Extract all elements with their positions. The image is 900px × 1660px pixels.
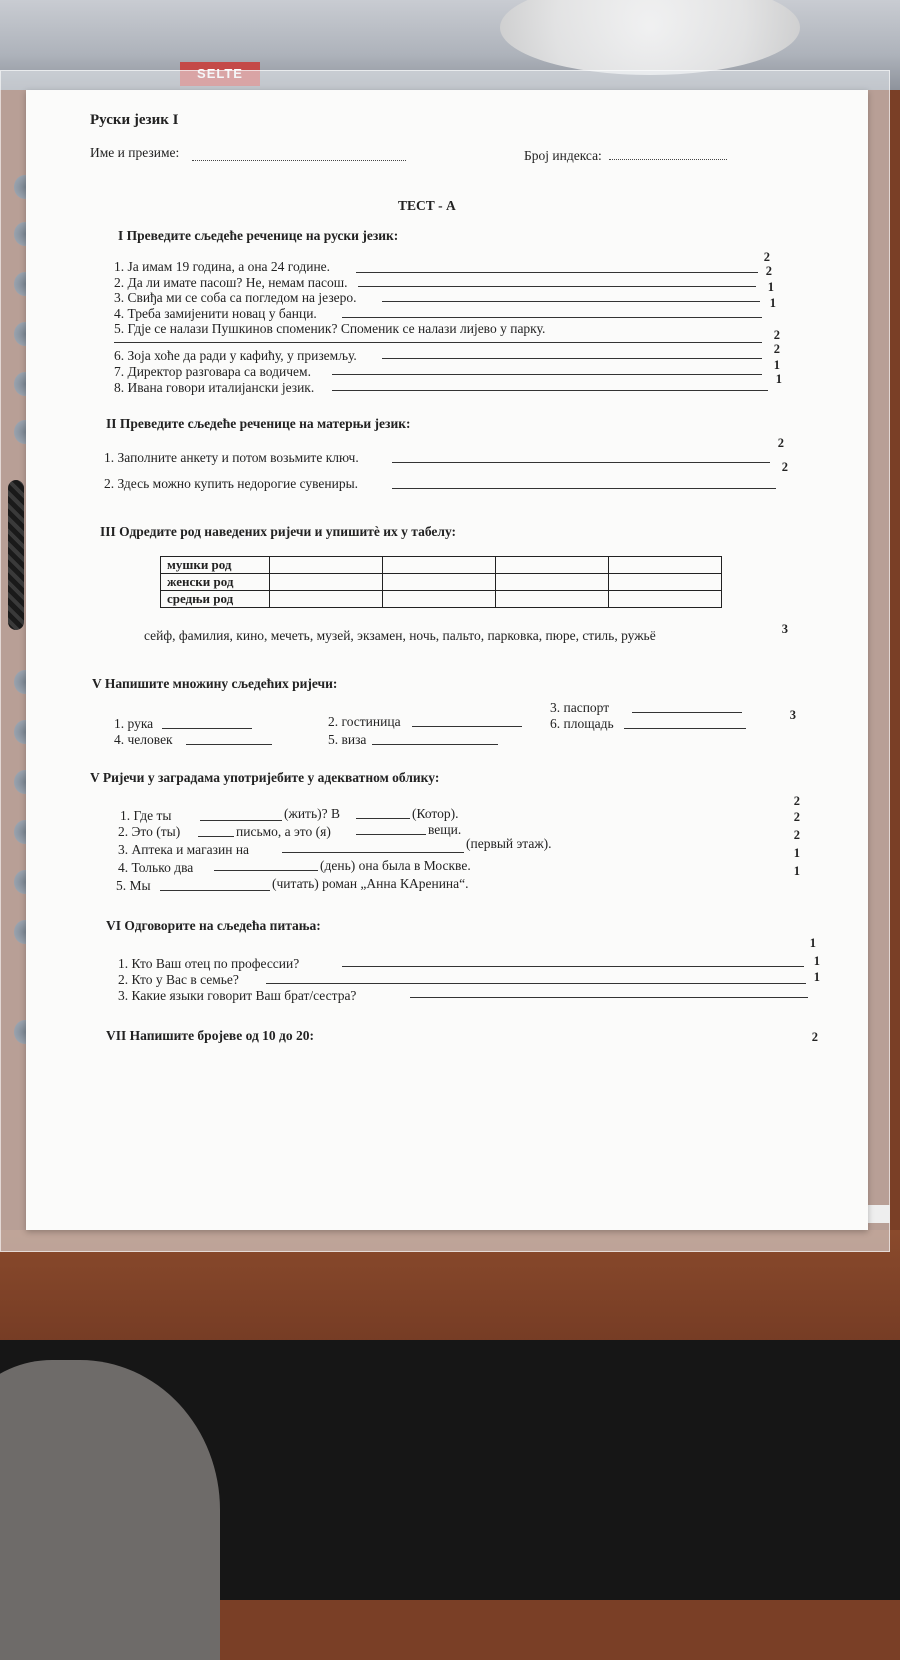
table-cell[interactable] xyxy=(609,557,722,574)
answer-line[interactable] xyxy=(382,301,760,302)
answer-line[interactable] xyxy=(410,997,808,998)
points: 1 xyxy=(775,372,782,386)
s5-line-5a: 5. Мы xyxy=(116,878,151,893)
plural-item-4: 4. человек xyxy=(114,732,173,747)
name-blank[interactable] xyxy=(192,160,406,161)
answer-line[interactable] xyxy=(356,834,426,835)
table-cell[interactable] xyxy=(270,591,383,608)
table-cell[interactable] xyxy=(383,591,496,608)
points: 1 xyxy=(813,970,820,984)
points: 2 xyxy=(781,460,788,474)
section-5-heading: V Ријечи у заградама употријебите у адекватном облику: xyxy=(90,770,440,785)
s1-item-2: 2. Да ли имате пасош? Не, немам пасош. xyxy=(114,275,348,290)
gender-table xyxy=(160,556,722,608)
answer-line[interactable] xyxy=(382,358,762,359)
table-cell[interactable] xyxy=(496,591,609,608)
answer-line[interactable] xyxy=(114,342,762,343)
subject-title: Руски језик I xyxy=(90,112,179,128)
s1-item-3: 3. Свиђа ми се соба са погледом на језеро. xyxy=(114,290,357,305)
s5-line-1b: (жить)? В xyxy=(284,806,340,821)
plural-item-3: 3. паспорт xyxy=(550,700,610,715)
points: 1 xyxy=(793,846,800,860)
s5-line-3a: 3. Аптека и магазин на xyxy=(118,842,250,857)
s1-item-8: 8. Ивана говори италијански језик. xyxy=(114,380,315,395)
answer-line[interactable] xyxy=(392,462,770,463)
index-blank[interactable] xyxy=(609,159,727,160)
answer-line[interactable] xyxy=(342,966,804,967)
row-label-masculine: мушки род xyxy=(161,557,270,574)
answer-line[interactable] xyxy=(186,744,272,745)
answer-line[interactable] xyxy=(162,728,252,729)
s1-item-7: 7. Директор разговара са водичем. xyxy=(114,364,311,379)
points: 1 xyxy=(767,280,774,294)
answer-line[interactable] xyxy=(372,744,498,745)
row-label-feminine: женски род xyxy=(161,574,270,591)
table-cell[interactable] xyxy=(270,574,383,591)
section-3-heading: III Одредите род наведених ријечи и упишитѐ их у табелу: xyxy=(100,524,457,539)
points: 3 xyxy=(781,622,788,636)
section-2-heading: II Преведите сљедеће реченице на матерњи језик: xyxy=(106,416,411,431)
points: 2 xyxy=(793,828,800,842)
points: 1 xyxy=(769,296,776,310)
s5-line-1c: (Котор). xyxy=(412,806,459,821)
plural-item-5: 5. виза xyxy=(328,732,367,747)
s5-line-1a: 1. Где ты xyxy=(120,808,172,823)
points: 1 xyxy=(773,358,780,372)
points: 2 xyxy=(773,328,780,342)
s1-item-4: 4. Треба замијенити новац у банци. xyxy=(114,306,317,321)
plural-item-2: 2. гостиница xyxy=(328,714,401,729)
answer-line[interactable] xyxy=(332,390,768,391)
table-cell[interactable] xyxy=(609,574,722,591)
s5-line-4b: (день) она была в Москве. xyxy=(320,858,471,873)
s5-line-5b: (читать) роман „Анна КАренина“. xyxy=(272,876,469,891)
table-cell[interactable] xyxy=(609,591,722,608)
index-label: Број индекса: xyxy=(524,148,602,163)
points: 1 xyxy=(793,864,800,878)
s6-item-1: 1. Кто Ваш отец по профессии? xyxy=(118,956,300,971)
s6-item-2: 2. Кто у Вас в семье? xyxy=(118,972,239,987)
s2-item-2: 2. Здесь можно купить недорогие сувениры. xyxy=(104,476,359,491)
table-cell[interactable] xyxy=(383,574,496,591)
points: 2 xyxy=(811,1030,818,1044)
answer-line[interactable] xyxy=(198,836,234,837)
s1-item-5: 5. Гдје се налази Пушкинов споменик? Споменик се налази лијево у парку. xyxy=(114,321,546,336)
answer-line[interactable] xyxy=(356,818,410,819)
points: 2 xyxy=(793,810,800,824)
test-title: ТЕСТ - А xyxy=(398,198,456,213)
points: 1 xyxy=(813,954,820,968)
table-cell[interactable] xyxy=(496,557,609,574)
answer-line[interactable] xyxy=(282,852,464,853)
points: 2 xyxy=(763,250,770,264)
answer-line[interactable] xyxy=(412,726,522,727)
table-cell[interactable] xyxy=(496,574,609,591)
s2-item-1: 1. Заполните анкету и потом возьмите ключ. xyxy=(104,450,359,465)
points: 2 xyxy=(777,436,784,450)
answer-line[interactable] xyxy=(624,728,746,729)
plural-item-6: 6. площадь xyxy=(550,716,614,731)
section-7-heading: VII Напишите бројеве од 10 до 20: xyxy=(106,1028,314,1043)
binding-cord xyxy=(8,480,24,630)
points: 2 xyxy=(793,794,800,808)
row-label-neuter: средњи род xyxy=(161,591,270,608)
answer-line[interactable] xyxy=(632,712,742,713)
section-6-heading: VI Одговорите на сљедећа питања: xyxy=(106,918,321,933)
name-label: Име и презиме: xyxy=(90,145,180,160)
test-sheet xyxy=(26,90,868,1230)
answer-line[interactable] xyxy=(392,488,776,489)
word-list: сейф, фамилия, кино, мечеть, музей, экзамен, ночь, пальто, парковка, пюре, стиль, ружьё xyxy=(144,628,656,643)
section-1-heading: I Преведите сљедеће реченице на руски језик: xyxy=(118,228,399,243)
answer-line[interactable] xyxy=(342,317,762,318)
answer-line[interactable] xyxy=(332,374,762,375)
points: 2 xyxy=(773,342,780,356)
answer-line[interactable] xyxy=(160,890,270,891)
s5-line-2c: вещи. xyxy=(428,822,462,837)
s1-item-6: 6. Зоја хоће да ради у кафићу, у приземљу. xyxy=(114,348,357,363)
answer-line[interactable] xyxy=(266,983,806,984)
table-cell[interactable] xyxy=(270,557,383,574)
answer-line[interactable] xyxy=(358,286,756,287)
table-cell[interactable] xyxy=(383,557,496,574)
points: 2 xyxy=(765,264,772,278)
points: 3 xyxy=(789,708,796,722)
s5-line-4a: 4. Только два xyxy=(118,860,194,875)
s5-line-2a: 2. Это (ты) xyxy=(118,824,181,839)
s1-item-1: 1. Ја имам 19 година, а она 24 године. xyxy=(114,259,331,274)
plural-item-1: 1. рука xyxy=(114,716,154,731)
section-4-heading: V Напишите множину сљедећих ријечи: xyxy=(92,676,338,691)
answer-line[interactable] xyxy=(356,272,758,273)
points: 1 xyxy=(809,936,816,950)
s5-line-2b: письмо, а это (я) xyxy=(236,824,331,839)
s6-item-3: 3. Какие языки говорит Ваш брат/сестра? xyxy=(118,988,357,1003)
answer-line[interactable] xyxy=(214,870,318,871)
s5-line-3b: (первый этаж). xyxy=(466,836,552,851)
answer-line[interactable] xyxy=(200,820,282,821)
